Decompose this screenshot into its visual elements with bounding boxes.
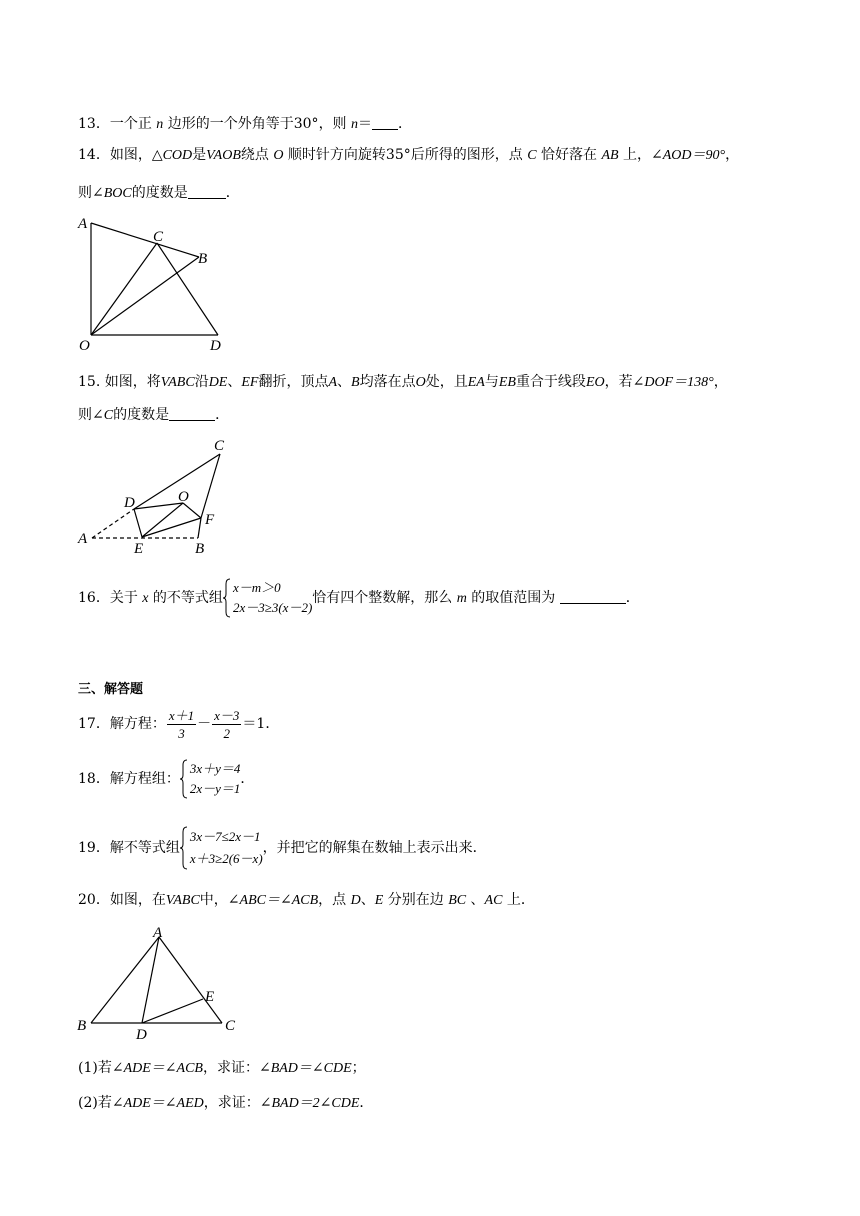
label-b: B [77,1018,87,1034]
numerator: x＋1 [168,707,195,723]
question-19 [78,826,487,870]
q18-number: 18．解方程组： [78,771,180,787]
q14-text: 则 [78,185,92,201]
answer-blank [169,406,215,421]
q20-p2-text: (2)若 [78,1095,112,1111]
q20-p1-text: (1)若 [78,1060,112,1076]
label-d: D [124,495,135,511]
segment-ac [159,937,222,1023]
q16-text: 恰有四个整数解，那么 [312,590,457,606]
brace-icon [223,578,231,618]
q15-text: ， [713,374,728,390]
segment-dc [134,454,220,509]
q15-point-b: B [351,375,360,390]
label-d: D [136,1027,147,1043]
q15-segment-ea: EA [467,375,485,390]
segment-eo [142,503,183,537]
q13-text-post: ，则 [318,116,352,132]
q16-inequality-system [223,578,312,618]
q20-p2-condition: ∠ADE＝∠AED [111,1096,204,1111]
question-15-line1 [78,373,728,392]
q14-angle-boc: ∠BOC [92,186,132,201]
q20-point-e: E [374,893,384,908]
q15-text: 均落在点 [359,374,416,390]
q20-text: ，点 [318,892,351,908]
segment-cd [157,243,218,335]
q18-equation-system [180,759,241,799]
q14-text: 顺时针方向旋转 [283,147,386,163]
q20-segment-ac: AC [484,893,503,908]
q14-figure [70,212,240,357]
q15-text: 沿 [194,374,209,390]
question-17 [78,705,279,743]
q19-text: ，并把它的解集在数轴上表示出来． [262,840,487,856]
q14-point-c: C [527,148,537,163]
q14-text: ， [725,147,740,163]
q15-angle-c: ∠C [92,408,114,423]
q20-p2-goal: ∠BAD＝2∠CDE [259,1096,360,1111]
q20-text: 上． [502,892,535,908]
section-heading: 三、解答题 [78,682,144,697]
q14-text: 绕点 [240,147,274,163]
q15-text: 处，且 [425,374,468,390]
q16-text: 的取值范围为 [466,590,560,606]
question-20-part1 [78,1059,366,1078]
q20-p1-text: ，求证： [202,1060,259,1076]
q20-p2-end: ． [359,1095,374,1111]
q15-number: 15. 如图，将 [78,374,161,390]
label-o: O [79,338,90,354]
q20-point-d: D [350,893,361,908]
q14-end: ． [225,185,240,201]
q15-text: 的度数是 [113,407,170,423]
q20-text: 分别在边 [383,892,449,908]
label-o: O [178,489,189,505]
q20-text: 、 [466,892,485,908]
segment-fb [198,518,201,538]
q13-end: ． [398,116,413,132]
q13-number: 13． [78,116,110,132]
q15-text: 、 [227,374,242,390]
q14-number: 14．如图， [78,147,152,163]
label-e: E [134,541,144,557]
q19-inequality-system [180,826,263,870]
label-d: D [210,338,221,354]
label-a: A [153,925,163,941]
label-c: C [225,1018,236,1034]
q15-end: ． [215,407,230,423]
numerator: x－3 [214,707,240,723]
q18-row2: 2x－y＝1 [189,781,241,796]
answer-blank [188,184,226,199]
segment-de [134,509,142,537]
q15-text: 、 [337,374,352,390]
segment-of [183,503,201,518]
q15-tri-abc: VABC [160,375,195,390]
q14-text: 上， [618,147,652,163]
answer-blank [560,589,626,604]
q14-degree: 35° [385,147,411,163]
q14-text: 后所得的图形，点 [410,147,528,163]
q15-point-o: O [415,375,426,390]
fraction-1 [167,707,196,742]
q18-row1: 3x＋y＝4 [189,761,241,776]
q20-text: 中， [199,892,228,908]
segment-ab [91,937,159,1023]
segment-ob [91,257,199,335]
q14-segment-ab: AB [601,148,619,163]
q14-point-o: O [273,148,284,163]
q15-segment-eb: EB [498,375,516,390]
question-13 [78,115,412,134]
label-a: A [78,216,88,232]
q14-tri-aob: VAOB [206,148,241,163]
q15-text: 与 [484,374,499,390]
label-c: C [153,229,164,245]
q20-figure [70,920,245,1045]
q14-text: 是 [192,147,207,163]
q20-condition: ∠ABC＝∠ACB [227,893,319,908]
fraction-2 [212,707,241,742]
label-b: B [198,251,208,267]
q16-end: ． [625,590,640,606]
q15-figure [70,433,250,558]
q15-text: 则 [78,407,92,423]
q20-p1-end: ； [351,1060,366,1076]
q18-end: ． [240,771,255,787]
q15-segment-ef: EF [241,375,259,390]
q16-row1: x－m＞0 [232,580,281,595]
q20-text: 、 [360,892,375,908]
answer-blank [372,115,398,130]
question-20-part2 [78,1094,373,1113]
q20-p2-text: ，求证： [203,1095,260,1111]
q20-p1-goal: ∠BAD＝∠CDE [258,1061,352,1076]
q17-end: ． [265,716,280,732]
q16-text: 的不等式组 [148,590,223,606]
question-15-line2 [78,406,229,425]
q15-segment-eo: EO [585,375,605,390]
q16-number: 16．关于 [78,590,143,606]
brace-icon [180,826,188,870]
q15-angle-dof: ∠DOF＝138° [632,375,714,390]
q15-point-a: A [328,375,338,390]
q20-number: 20．如图，在 [78,892,166,908]
brace-icon [180,759,188,799]
q17-number: 17．解方程： [78,716,166,732]
q19-number: 19．解不等式组 [78,840,180,856]
segment-de [142,999,203,1023]
q20-tri-abc: VABC [165,893,200,908]
q13-var: n [351,117,359,132]
label-b: B [195,541,205,557]
segment-ef [142,518,201,537]
q14-angle-aod: ∠AOD＝90° [651,148,726,163]
q15-text: 重合于线段 [515,374,586,390]
q19-row2: x＋3≥2(6－x) [189,851,263,866]
label-c: C [214,438,225,454]
segment-ab [91,223,199,257]
segment-cf [201,454,220,518]
q14-tri-cod: △COD [151,148,193,163]
question-18 [78,759,254,799]
question-14-line1 [78,146,739,165]
segment-ad [142,937,159,1023]
q16-var-x: x [142,591,149,606]
question-16 [78,578,640,619]
segment-oc [91,243,157,335]
q14-text: 恰好落在 [536,147,602,163]
q20-segment-bc: BC [448,893,467,908]
q13-var-n: n [156,117,164,132]
denominator: 3 [178,725,185,741]
question-20-line1 [78,891,535,910]
q13-text-mid: 边形的一个外角等于 [163,116,294,132]
q19-row1: 3x－7≤2x－1 [189,829,261,844]
q13-angle: 30° [293,116,319,132]
question-14-line2 [78,184,240,203]
label-f: F [205,512,215,528]
q15-segment-de: DE [208,375,228,390]
label-a: A [78,531,88,547]
q15-text: 翻折，顶点 [258,374,329,390]
q13-eq: ＝ [358,116,373,132]
minus-sign: － [197,716,212,732]
rhs: ＝1 [242,716,266,732]
q13-text: 一个正 [109,116,157,132]
segment-ad-dashed [92,509,134,538]
q15-text: ，若 [604,374,633,390]
q16-var-m: m [456,591,467,606]
label-e: E [205,989,215,1005]
q14-text: 的度数是 [131,185,188,201]
q20-p1-condition: ∠ADE＝∠ACB [111,1061,203,1076]
denominator: 2 [223,725,230,741]
q16-row2: 2x－3≥3(x－2) [232,600,313,615]
